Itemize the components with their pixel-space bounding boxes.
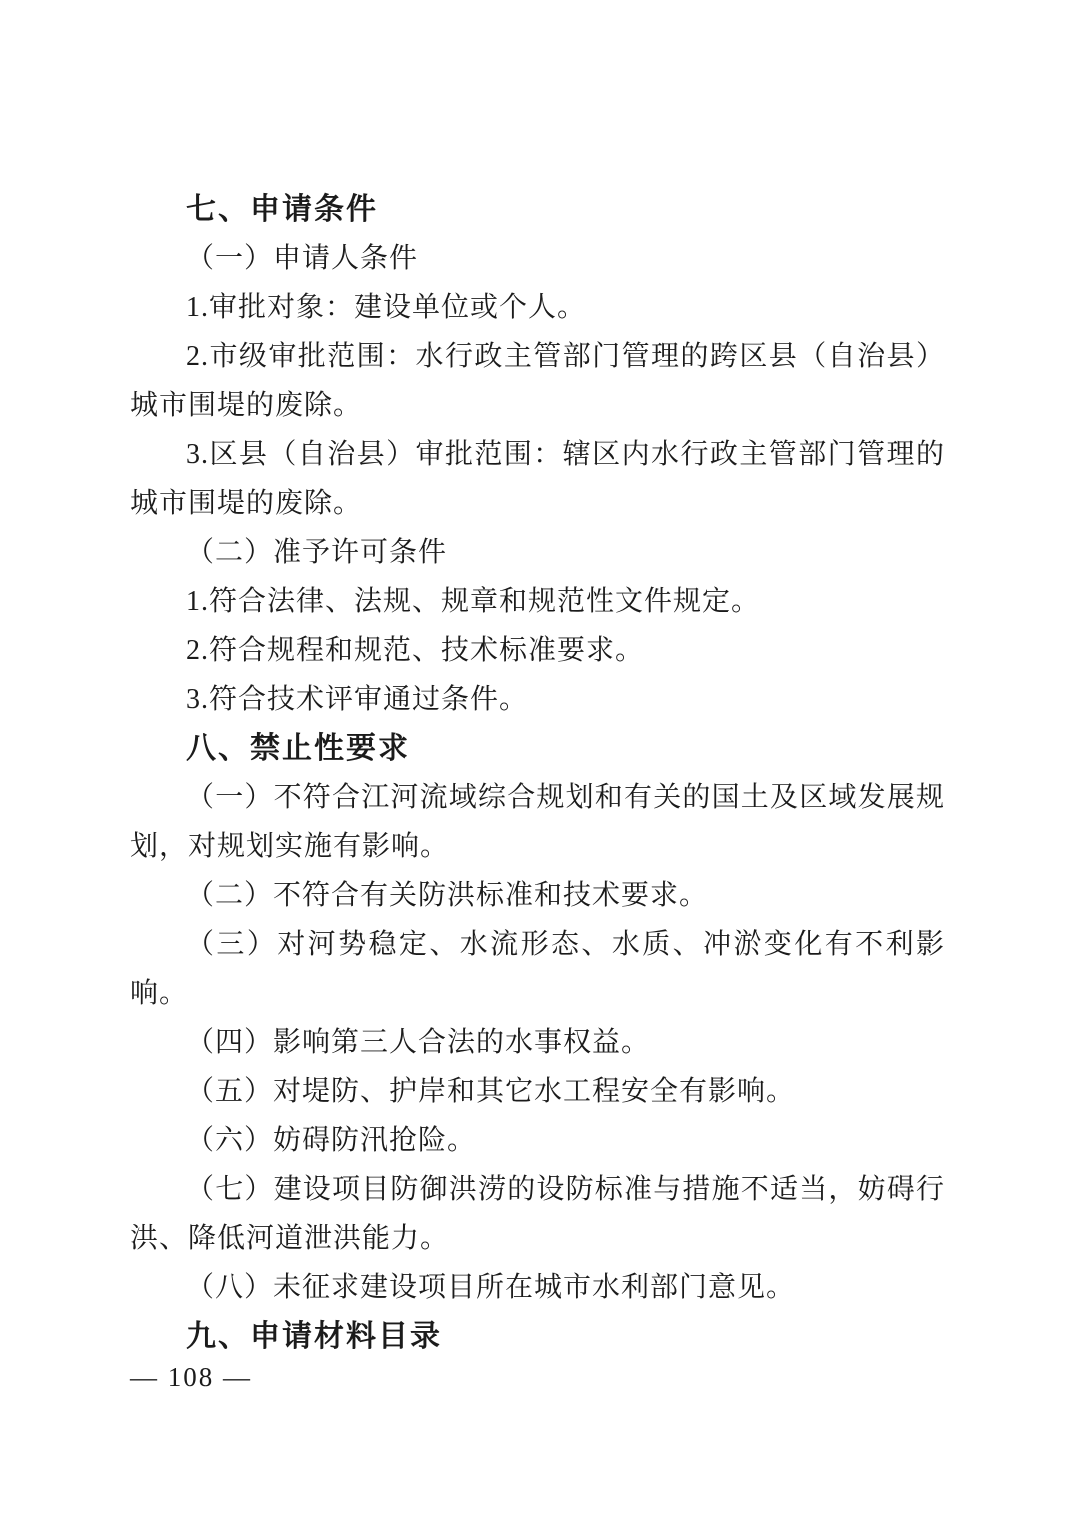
paragraph: 3.符合技术评审通过条件。	[186, 684, 529, 715]
section-heading: 九、申请材料目录	[186, 1320, 442, 1353]
page-number: — 108 —	[130, 1362, 252, 1392]
paragraph: 2.市级审批范围：水行政主管部门管理的跨区县（自治县）城市围堤的废除。	[130, 341, 945, 421]
document-body	[130, 185, 945, 1361]
paragraph: 1.审批对象：建设单位或个人。	[186, 292, 587, 323]
paragraph: （八）未征求建设项目所在城市水利部门意见。	[186, 1272, 796, 1303]
paragraph: （七）建设项目防御洪涝的设防标准与措施不适当，妨碍行洪、降低河道泄洪能力。	[130, 1174, 945, 1254]
paragraph: （四）影响第三人合法的水事权益。	[186, 1027, 651, 1058]
paragraph: （三）对河势稳定、水流形态、水质、冲淤变化有不利影响。	[130, 929, 945, 1009]
paragraph: 1.符合法律、法规、规章和规范性文件规定。	[186, 586, 761, 617]
paragraph: （五）对堤防、护岸和其它水工程安全有影响。	[186, 1076, 796, 1107]
paragraph: （一）申请人条件	[186, 243, 419, 274]
section-heading: 八、禁止性要求	[186, 732, 410, 765]
section-heading: 七、申请条件	[186, 193, 378, 226]
paragraph: （二）准予许可条件	[186, 537, 448, 568]
paragraph: 3.区县（自治县）审批范围：辖区内水行政主管部门管理的城市围堤的废除。	[130, 439, 945, 519]
paragraph: （二）不符合有关防洪标准和技术要求。	[186, 880, 709, 911]
paragraph: 2.符合规程和规范、技术标准要求。	[186, 635, 645, 666]
paragraph: （六）妨碍防汛抢险。	[186, 1125, 477, 1156]
paragraph: （一）不符合江河流域综合规划和有关的国土及区域发展规划，对规划实施有影响。	[130, 782, 945, 862]
